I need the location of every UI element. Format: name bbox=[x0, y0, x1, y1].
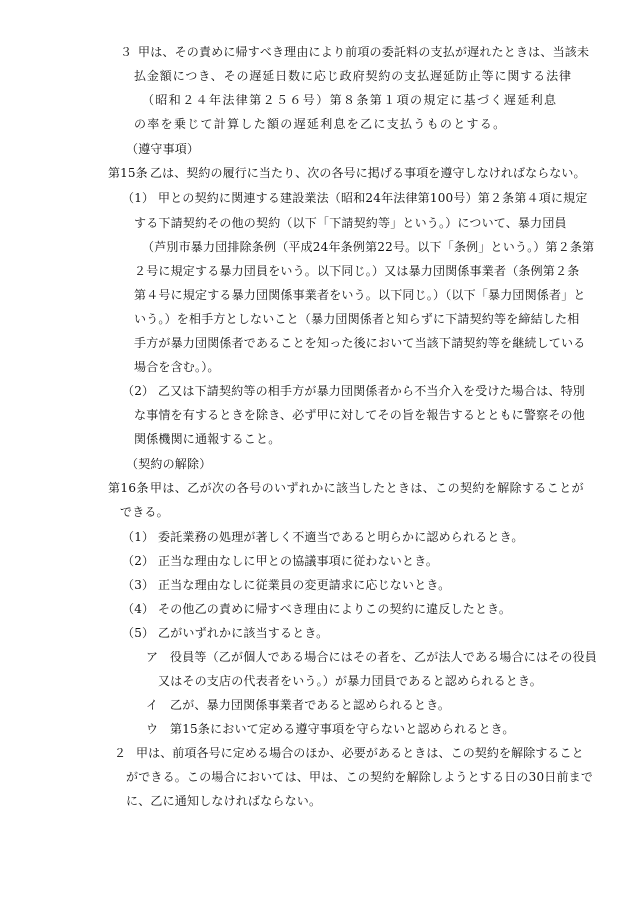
item16-1-text: 委託業務の処理が著しく不適当であると明らかに認められるとき。 bbox=[158, 530, 524, 544]
heading-termination: （契約の解除） bbox=[126, 457, 212, 471]
subitem-a-line-1 bbox=[146, 648, 597, 666]
article15-text: 乙は、契約の履行に当たり、次の各号に掲げる事項を遵守しなければならない。 bbox=[150, 166, 586, 180]
item16-4-text: その他乙の責めに帰すべき理由によりこの契約に違反したとき。 bbox=[158, 602, 512, 616]
article16-text-1: 甲は、乙が次の各号のいずれかに該当したときは、この契約を解除することが bbox=[150, 481, 585, 495]
subitem-i-line-1 bbox=[146, 696, 450, 714]
item15-2-line-2: な事情を有するときを除き、必ず甲に対してその旨を報告するとともに警察その他 bbox=[134, 408, 585, 422]
para2-number: ２ bbox=[114, 746, 127, 760]
para3-text-1: 甲は、その責めに帰すべき理由により前項の委託料の支払が遅れたときは、当該未 bbox=[138, 45, 590, 59]
article16-line-2: できる。 bbox=[120, 505, 169, 519]
para3-line-4: の率を乗じて計算した額の遅延利息を乙に支払うものとする。 bbox=[134, 117, 507, 131]
subitem-a-marker: ア bbox=[146, 650, 159, 664]
heading-compliance: （遵守事項） bbox=[126, 142, 200, 156]
item16-1-number: （1） bbox=[122, 530, 155, 544]
item16-3 bbox=[122, 576, 450, 594]
item15-1-number: （1） bbox=[122, 191, 155, 205]
subitem-u-text-1: 第15条において定める遵守事項を守らないと認められるとき。 bbox=[170, 722, 515, 736]
item16-2-text: 正当な理由なしに甲との協議事項に従わないとき。 bbox=[158, 554, 439, 568]
item15-1-line-8: 場合を含む。）。 bbox=[134, 360, 220, 374]
item15-2-line-3: 関係機関に通報すること。 bbox=[134, 432, 281, 446]
para3-line-3: （昭和２４年法律第２５６号）第８条第１項の規定に基づく遅延利息 bbox=[142, 93, 558, 107]
item16-3-number: （3） bbox=[122, 578, 155, 592]
item15-2-text-1: 乙又は下請契約等の相手方が暴力団関係者から不当介入を受けた場合は、特別 bbox=[158, 384, 586, 398]
subitem-a-text-1: 役員等（乙が個人である場合にはその者を、乙が法人である場合にはその役員 bbox=[170, 650, 598, 664]
item15-1-line-2: する下請契約その他の契約（以下「下請契約等」という。）について、暴力団員 bbox=[134, 216, 567, 230]
item16-5-number: （5） bbox=[122, 626, 155, 640]
para2-line-3: に、乙に通知しなければならない。 bbox=[126, 794, 322, 808]
para3-line-1 bbox=[120, 43, 589, 61]
item15-1-line-1 bbox=[122, 189, 588, 207]
item15-1-line-3: （芦別市暴力団排除条例（平成24年条例第22号。以下「条例」という。）第２条第 bbox=[142, 240, 595, 254]
article15-label: 第15条 bbox=[108, 166, 148, 180]
subitem-a-line-2: 又はその支店の代表者をいう。）が暴力団員であると認められるとき。 bbox=[158, 674, 542, 688]
subitem-u-line-1 bbox=[146, 720, 515, 738]
para3-line-2: 払金額につき、その遅延日数に応じ政府契約の支払遅延防止等に関する法律 bbox=[134, 69, 572, 83]
item16-4-number: （4） bbox=[122, 602, 155, 616]
item16-2 bbox=[122, 552, 438, 570]
para2-line-1 bbox=[114, 744, 584, 762]
para2-line-2: ができる。この場合においては、甲は、この契約を解除しようとする日の30日前まで bbox=[126, 770, 594, 784]
item16-3-text: 正当な理由なしに従業員の変更請求に応じないとき。 bbox=[158, 578, 451, 592]
item16-2-number: （2） bbox=[122, 554, 155, 568]
subitem-u-marker: ウ bbox=[146, 722, 159, 736]
subitem-i-text-1: 乙が、暴力団関係事業者であると認められるとき。 bbox=[170, 698, 451, 712]
subitem-i-marker: イ bbox=[146, 698, 159, 712]
item15-1-line-7: 手方が暴力団関係者であることを知った後において当該下請契約等を継続している bbox=[134, 336, 586, 350]
para2-text-1: 甲は、前項各号に定める場合のほか、必要があるときは、この契約を解除すること bbox=[136, 746, 584, 760]
item15-1-line-4: ２号に規定する暴力団員をいう。以下同じ。）又は暴力団関係事業者（条例第２条 bbox=[134, 264, 580, 278]
article16-line-1 bbox=[108, 479, 584, 497]
item15-2-number: （2） bbox=[122, 384, 155, 398]
item15-1-text-1: 甲との契約に関連する建設業法（昭和24年法律第100号）第２条第４項に規定 bbox=[158, 191, 588, 205]
item15-2-line-1 bbox=[122, 382, 585, 400]
para3-number: ３ bbox=[120, 45, 133, 59]
item16-1 bbox=[122, 528, 524, 546]
item16-5-text: 乙がいずれかに該当するとき。 bbox=[158, 626, 329, 640]
item16-4 bbox=[122, 600, 511, 618]
item16-5 bbox=[122, 624, 328, 642]
article15-line bbox=[108, 164, 586, 182]
item15-1-line-6: いう。）を相手方としないこと（暴力団関係者と知らずに下請契約等を締結した相 bbox=[134, 312, 580, 326]
article16-label: 第16条 bbox=[108, 481, 149, 495]
item15-1-line-5: 第４号に規定する暴力団関係事業者をいう。以下同じ。）（以下「暴力団関係者」と bbox=[134, 288, 586, 302]
